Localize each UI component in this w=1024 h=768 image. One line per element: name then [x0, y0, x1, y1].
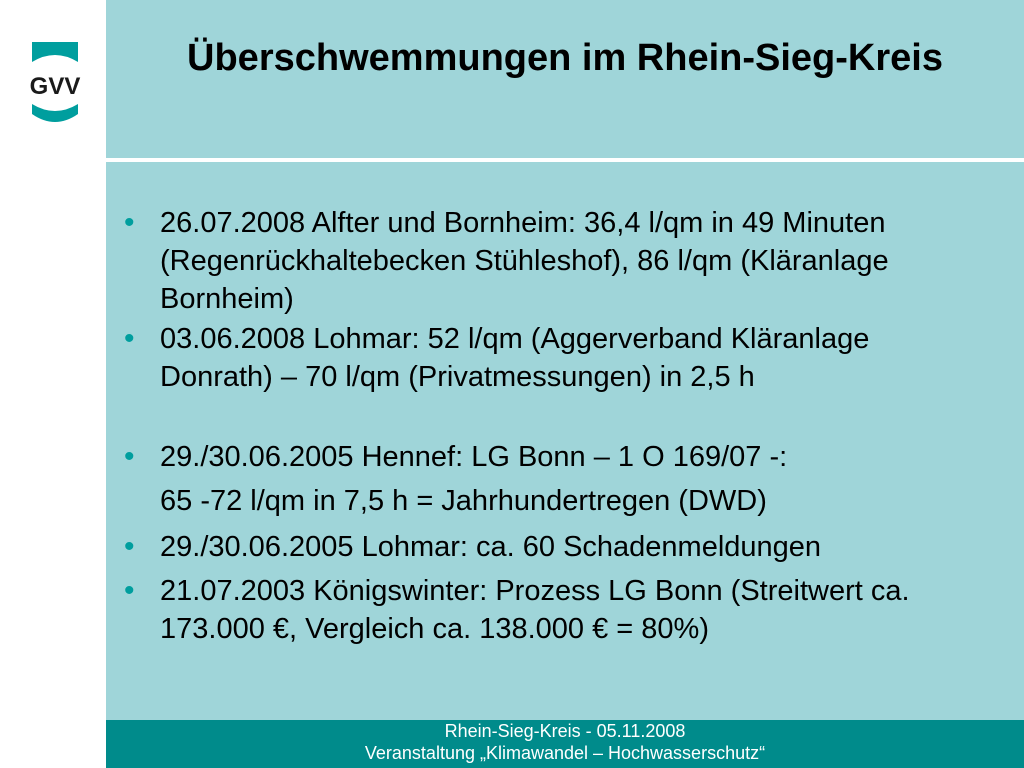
page-title: Überschwemmungen im Rhein-Sieg-Kreis	[187, 37, 943, 79]
list-item-text: 29./30.06.2005 Hennef: LG Bonn – 1 O 169/07 -:	[160, 441, 788, 473]
bullet-dot-icon: •	[124, 440, 135, 473]
footer-line-1: Rhein-Sieg-Kreis - 05.11.2008	[444, 721, 686, 741]
list-item-text: 29./30.06.2005 Lohmar: ca. 60 Schadenmeldungen	[160, 531, 822, 563]
title-area	[106, 0, 1024, 158]
logo-text: GVV	[29, 73, 81, 100]
bullet-dot-icon: •	[124, 322, 135, 355]
list-item-text: 21.07.2003 Königswinter: Prozess LG Bonn (Streitwert ca. 173.000 €, Vergleich ca. 138.000 € = 80%)	[160, 575, 910, 645]
footer	[106, 720, 1024, 768]
bullet-list	[106, 162, 1024, 720]
bullet-dot-icon: •	[124, 530, 135, 563]
footer-line-2: Veranstaltung „Klimawandel – Hochwasserschutz“	[364, 743, 766, 763]
gvv-logo-icon	[28, 38, 82, 128]
logo-sidebar	[0, 0, 106, 768]
bullet-dot-icon: •	[124, 206, 135, 239]
list-item-text: 26.07.2008 Alfter und Bornheim: 36,4 l/qm in 49 Minuten (Regenrückhaltebecken Stühleshof), 86 l/qm (Kläranlage Bornheim)	[160, 207, 889, 315]
bullet-dot-icon: •	[124, 574, 135, 607]
list-item-text: 03.06.2008 Lohmar: 52 l/qm (Aggerverband Kläranlage Donrath) – 70 l/qm (Privatmessungen) in 2,5 h	[160, 323, 870, 393]
list-item-text: 65 -72 l/qm in 7,5 h = Jahrhundertregen (DWD)	[160, 485, 767, 517]
